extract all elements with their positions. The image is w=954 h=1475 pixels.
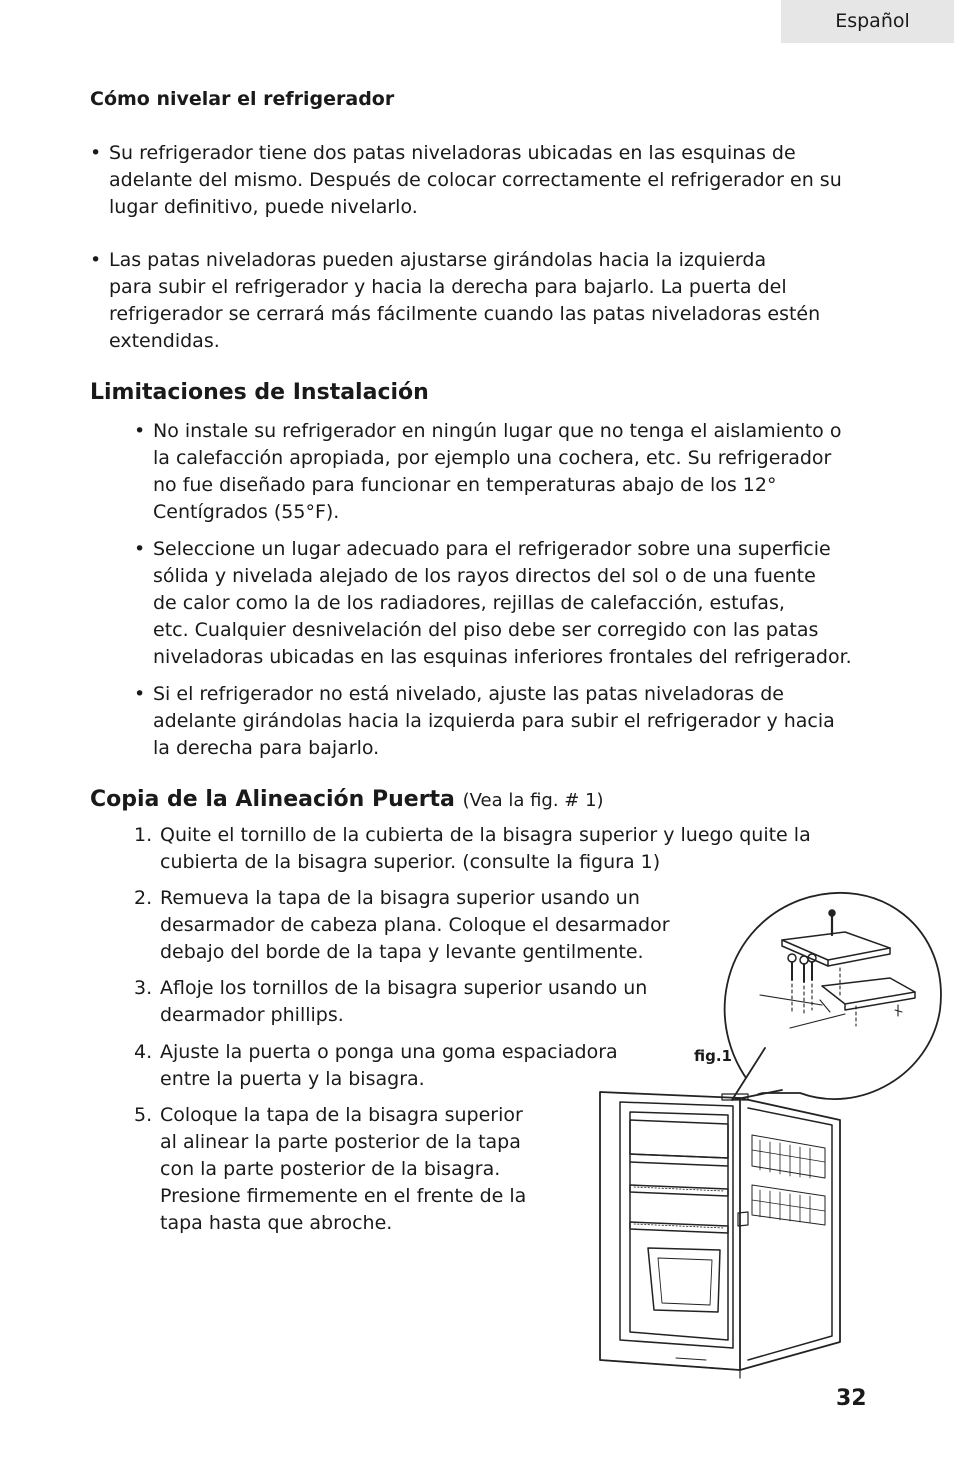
text-line: de calor como la de los radiadores, rejillas de calefacción, estufas, (153, 592, 785, 614)
text-line: adelante del mismo. Después de colocar correctamente el refrigerador en su (109, 169, 842, 191)
limitations-heading: Limitaciones de Instalación (90, 380, 429, 405)
step-number: 5. (134, 1104, 153, 1126)
text-line: tapa hasta que abroche. (160, 1212, 393, 1234)
text-line: sólida y nivelada alejado de los rayos directos del sol o de una fuente (153, 565, 816, 587)
text-line: No instale su refrigerador en ningún lugar que no tenga el aislamiento o (153, 420, 842, 442)
text-line: Quite el tornillo de la cubierta de la bisagra superior y luego quite la (160, 824, 811, 846)
text-line: al alinear la parte posterior de la tapa (160, 1131, 521, 1153)
page-number: 32 (836, 1386, 867, 1411)
text-line: para subir el refrigerador y hacia la derecha para bajarlo. La puerta del (109, 276, 787, 298)
text-line: Remueva la tapa de la bisagra superior usando un (160, 887, 640, 909)
step-number: 4. (134, 1041, 153, 1063)
text-line: extendidas. (109, 330, 220, 352)
text-line: Su refrigerador tiene dos patas niveladoras ubicadas en las esquinas de (109, 142, 796, 164)
text-line: refrigerador se cerrará más fácilmente cuando las patas niveladoras estén (109, 303, 821, 325)
step-number: 2. (134, 887, 153, 909)
door-alignment-title: Copia de la Alineación Puerta (90, 787, 455, 812)
text-line: adelante girándolas hacia la izquierda para subir el refrigerador y hacia (153, 710, 835, 732)
text-line: Presione firmemente en el frente de la (160, 1185, 527, 1207)
text-line: etc. Cualquier desnivelación del piso debe ser corregido con las patas (153, 619, 819, 641)
hinge-cover-part (782, 932, 890, 960)
text-line: debajo del borde de la tapa y levante gentilmente. (160, 941, 644, 963)
text-line: no fue diseñado para funcionar en temperaturas abajo de los 12° (153, 474, 777, 496)
refrigerator-drawing (600, 1092, 840, 1378)
leveling-heading: Cómo nivelar el refrigerador (90, 88, 395, 110)
figure-label: fig.1 (694, 1047, 732, 1065)
text-line: Seleccione un lugar adecuado para el refrigerador sobre una superficie (153, 538, 831, 560)
text-line: Si el refrigerador no está nivelado, ajuste las patas niveladoras de (153, 683, 784, 705)
step-number: 3. (134, 977, 153, 999)
figure-reference-note: (Vea la fig. # 1) (462, 790, 604, 811)
text-line: Las patas niveladoras pueden ajustarse girándolas hacia la izquierda (109, 249, 767, 271)
text-line: cubierta de la bisagra superior. (consulte la figura 1) (160, 851, 661, 873)
language-tab: Español (781, 0, 954, 43)
text-line: Afloje los tornillos de la bisagra superior usando un (160, 977, 648, 999)
text-line: niveladoras ubicadas en las esquinas inferiores frontales del refrigerador. (153, 646, 852, 668)
text-line: Ajuste la puerta o ponga una goma espaciadora (160, 1041, 618, 1063)
step-number: 1. (134, 824, 153, 846)
text-line: desarmador de cabeza plana. Coloque el desarmador (160, 914, 670, 936)
text-line: la derecha para bajarlo. (153, 737, 380, 759)
text-line: la calefacción apropiada, por ejemplo una cochera, etc. Su refrigerador (153, 447, 832, 469)
text-line: Centígrados (55°F). (153, 501, 340, 523)
text-line: lugar definitivo, puede nivelarlo. (109, 196, 418, 218)
text-line: con la parte posterior de la bisagra. (160, 1158, 501, 1180)
text-line: dearmador phillips. (160, 1004, 344, 1026)
text-line: Coloque la tapa de la bisagra superior (160, 1104, 523, 1126)
text-line: entre la puerta y la bisagra. (160, 1068, 425, 1090)
